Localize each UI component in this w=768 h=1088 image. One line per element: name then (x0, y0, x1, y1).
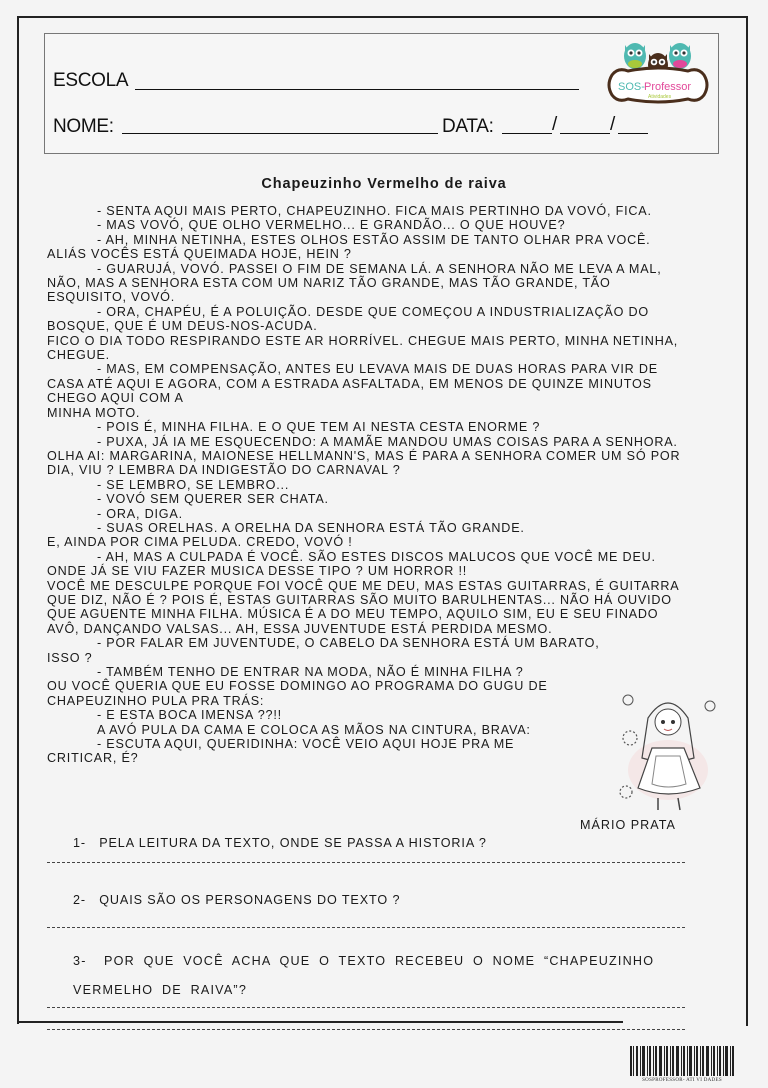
barcode-icon (630, 1046, 734, 1076)
question-2 (73, 889, 400, 911)
question-3 (73, 947, 685, 1005)
story-paragraph: - PUXA, JÁ IA ME ESQUECENDO: A MAMÃE MANDOU UMAS COISAS PARA A SENHORA. OLHA AI: MARGARINA, MAIONESE HELLMANN'S, MAS É PARA A SENHORA COMER UM SÓ POR DIA, VIU ? LEMBRA DA INDIGESTÃO DO CARNAVAL ? (47, 434, 681, 478)
date-year-field[interactable] (618, 133, 648, 134)
story-paragraph: A AVÓ PULA DA CAMA E COLOCA AS MÃOS NA CINTURA, BRAVA: (97, 722, 531, 737)
question-number: 1- (73, 836, 86, 850)
story-paragraph: - GUARUJÁ, VOVÓ. PASSEI O FIM DE SEMANA LÁ. A SENHORA NÃO ME LEVA A MAL, NÃO, MAS A SENHORA ESTA COM UM NARIZ TÃO GRANDE, MAS TÃO GRANDE, TÃO ESQUISITO, VOVÓ. (47, 261, 662, 305)
story-paragraph: - MAS, EM COMPENSAÇÃO, ANTES EU LEVAVA MAIS DE DUAS HORAS PARA VIR DE CASA ATÉ AQUI E AGORA, COM A ESTRADA ASFALTADA, EM MENOS DE QUINZE MINUTOS CHEGO AQUI COM A (47, 362, 658, 406)
date-day-field[interactable] (502, 133, 552, 134)
answer-line-2[interactable] (47, 927, 685, 928)
story-paragraph: - AH, MAS A CULPADA É VOCÊ. SÃO ESTES DISCOS MALUCOS QUE VOCÊ ME DEU. ONDE JÁ SE VIU FAZER MUSICA DESSE TIPO ? UM HORROR !! (47, 549, 656, 579)
story-paragraph: VOCÊ ME DESCULPE PORQUE FOI VOCÊ QUE ME DEU, MAS ESTAS GUITARRAS, É GUITARRA QUE DIZ, NÃO É ? POIS É, ESTAS GUITARRAS SÃO MUITO BARULHENTAS... NÃO HÁ OUVIDO QUE AGUENTE MINHA FILHA. MÚSICA É A DO MEU TEMPO, AQUILO SIM, EU E SEU FINADO AVÔ, DANÇANDO VALSAS... AH, ESSA JUVENTUDE ESTÁ PERDIDA MESMO. (47, 578, 679, 636)
svg-text:Professor: Professor (644, 81, 692, 93)
story-title: Chapeuzinho Vermelho de raiva (261, 176, 507, 192)
story-paragraph: MINHA MOTO. (47, 405, 141, 420)
story-paragraph: - ORA, CHAPÉU, É A POLUIÇÃO. DESDE QUE COMEÇOU A INDUSTRIALIZAÇÃO DO BOSQUE, QUE É UM DEUS-NOS-ACUDA. (47, 304, 649, 334)
story-paragraph: - VOVÓ SEM QUERER SER CHATA. (97, 492, 329, 507)
question-number: 3- (73, 954, 87, 968)
story-paragraph: - SENTA AQUI MAIS PERTO, CHAPEUZINHO. FICA MAIS PERTINHO DA VOVÓ, FICA. (97, 204, 652, 218)
date-label: DATA: (442, 116, 494, 137)
name-label: NOME: (53, 116, 114, 137)
story-paragraph: - SE LEMBRO, SE LEMBRO... (97, 477, 290, 492)
answer-line-3a[interactable] (47, 1007, 685, 1008)
answer-line-1[interactable] (47, 862, 685, 863)
story-paragraph: - ORA, DIGA. (97, 506, 183, 521)
owl-right-icon (669, 43, 691, 69)
school-field[interactable] (135, 89, 579, 90)
story-paragraph: - MAS VOVÓ, QUE OLHO VERMELHO... E GRANDÃO... O QUE HOUVE? (97, 218, 566, 233)
barcode-caption: SOSPROFESSOR- ATI VI DADES (642, 1078, 722, 1083)
story-text (47, 204, 687, 766)
question-text: POR QUE VOCÊ ACHA QUE O TEXTO RECEBEU O NOME “CHAPEUZINHO VERMELHO DE RAIVA”? (73, 954, 655, 997)
question-text: PELA LEITURA DA TEXTO, ONDE SE PASSA A HISTORIA ? (99, 836, 487, 850)
school-label: ESCOLA (53, 70, 129, 91)
date-separator: / (552, 114, 557, 135)
story-paragraph: E, AINDA POR CIMA PELUDA. CREDO, VOVÓ ! (47, 535, 353, 550)
author-name: MÁRIO PRATA (580, 818, 676, 832)
story-paragraph: FICO O DIA TODO RESPIRANDO ESTE AR HORRÍVEL. CHEGUE MAIS PERTO, MINHA NETINHA, CHEGUE. (47, 333, 679, 363)
answer-line-3b[interactable] (47, 1029, 685, 1030)
question-1 (73, 832, 487, 854)
story-paragraph: - ESCUTA AQUI, QUERIDINHA: VOCÊ VEIO AQUI HOJE PRA ME CRITICAR, É? (47, 737, 515, 766)
little-red-riding-hood-illustration-icon (608, 688, 728, 816)
svg-text:Atividades: Atividades (648, 94, 672, 100)
frame-corner-tick (743, 1016, 748, 1026)
question-text: QUAIS SÃO OS PERSONAGENS DO TEXTO ? (99, 893, 401, 907)
story-paragraph: - POR FALAR EM JUVENTUDE, O CABELO DA SENHORA ESTÁ UM BARATO, ISSO ? (47, 636, 600, 665)
story-paragraph: OU VOCÊ QUERIA QUE EU FOSSE DOMINGO AO PROGRAMA DO GUGU DE CHAPEUZINHO PULA PRA TRÁS: (47, 679, 548, 708)
story-paragraph: - SUAS ORELHAS. A ORELHA DA SENHORA ESTÁ TÃO GRANDE. (97, 520, 525, 535)
story-paragraph: - E ESTA BOCA IMENSA ??!! (97, 708, 282, 723)
story-paragraph: - AH, MINHA NETINHA, ESTES OLHOS ESTÃO ASSIM DE TANTO OLHAR PRA VOCÊ. ALIÁS VOCÊS ESTÁ QUEIMADA HOJE, HEIN ? (47, 232, 651, 262)
question-number: 2- (73, 893, 86, 907)
sos-professor-logo-icon (598, 39, 718, 119)
date-separator: / (610, 114, 615, 135)
name-field[interactable] (122, 133, 438, 134)
date-month-field[interactable] (560, 133, 610, 134)
owl-left-icon (624, 43, 646, 69)
svg-text:SOS-: SOS- (618, 81, 645, 93)
frame-bottom-rule (17, 1021, 623, 1023)
story-paragraph: - POIS É, MINHA FILHA. E O QUE TEM AI NESTA CESTA ENORME ? (97, 420, 541, 435)
story-paragraph: - TAMBÉM TENHO DE ENTRAR NA MODA, NÃO É MINHA FILHA ? (97, 665, 524, 679)
